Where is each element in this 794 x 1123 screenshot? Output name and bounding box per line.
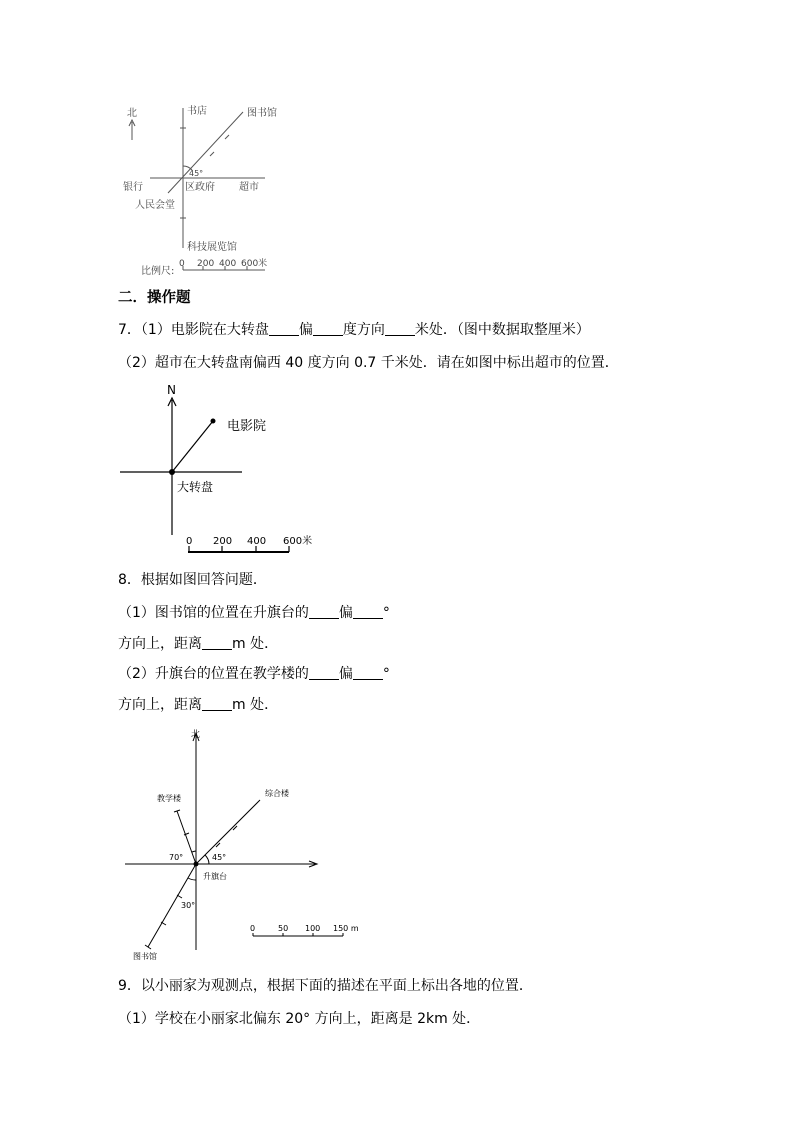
scale-tick-600: 600米 xyxy=(241,259,268,269)
scale-tick-0: 0 xyxy=(186,536,193,547)
q8-p2-text-c: ° xyxy=(382,666,390,682)
science-hall-label: 科技展览馆 xyxy=(187,242,237,253)
q7-text-a: 7．（1）电影院在大转盘 xyxy=(118,322,269,338)
q8-p1-text-d: 方向上，距离 xyxy=(118,636,202,652)
q8-p1-blank-1[interactable] xyxy=(309,604,339,619)
roundabout-label: 大转盘 xyxy=(177,480,214,494)
supermarket-label: 超市 xyxy=(239,182,259,193)
q8-p2-text-a: （2）升旗台的位置在教学楼的 xyxy=(118,666,309,682)
q8-intro: 8．根据如图回答问题． xyxy=(118,572,267,588)
angle-label: 45° xyxy=(189,169,204,178)
north-label: N xyxy=(167,383,176,397)
q7-text-c: 度方向 xyxy=(342,322,385,338)
q8-part-2 xyxy=(118,664,390,684)
q7-text-d: 米处．（图中数据取整厘米） xyxy=(414,322,590,338)
q7-text-b: 偏 xyxy=(298,322,313,338)
angle-30-label: 30° xyxy=(181,901,196,910)
scale-tick-150: 150 m xyxy=(333,924,359,933)
q7-blank-1[interactable] xyxy=(269,321,299,336)
library-label: 图书馆 xyxy=(247,108,277,119)
q7-blank-3[interactable] xyxy=(385,321,415,336)
q8-part-2-line-2 xyxy=(118,695,278,715)
bookstore-label: 书店 xyxy=(187,106,207,117)
district-gov-label: 区政府 xyxy=(185,182,215,193)
q7-blank-2[interactable] xyxy=(313,321,343,336)
scale-label: 比例尺: xyxy=(141,266,175,277)
q8-p1-text-e: m 处． xyxy=(232,636,279,652)
map-figure-3 xyxy=(115,725,375,965)
section-title: 二．操作题 xyxy=(118,290,191,306)
q9-intro: 9．以小丽家为观测点，根据下面的描述在平面上标出各地的位置． xyxy=(118,978,533,994)
angle-70-label: 70° xyxy=(169,853,184,862)
q8-part-1-line-2 xyxy=(118,634,278,654)
teaching-building-label: 教学楼 xyxy=(157,794,181,803)
q8-p1-text-c: ° xyxy=(382,605,390,621)
scale-tick-200: 200 xyxy=(197,259,215,269)
scale-tick-200: 200 xyxy=(213,536,233,547)
angle-45-label: 45° xyxy=(212,853,227,862)
map-figure-1 xyxy=(115,100,295,280)
q8-p2-text-d: 方向上，距离 xyxy=(118,697,202,713)
q8-p1-text-a: （1）图书馆的位置在升旗台的 xyxy=(118,605,309,621)
q8-p2-text-b: 偏 xyxy=(338,666,353,682)
q8-p1-blank-3[interactable] xyxy=(202,635,232,650)
library-label: 图书馆 xyxy=(133,952,157,961)
q8-p2-blank-1[interactable] xyxy=(309,665,339,680)
q7-line-1 xyxy=(118,320,590,340)
north-label: 北 xyxy=(191,730,201,740)
q8-p2-blank-3[interactable] xyxy=(202,696,232,711)
q8-part-1 xyxy=(118,603,390,623)
map-figure-2 xyxy=(115,380,335,560)
scale-tick-400: 400 xyxy=(219,259,237,269)
people-hall-label: 人民会堂 xyxy=(135,200,175,211)
scale-tick-0: 0 xyxy=(179,259,185,269)
scale-tick-100: 100 xyxy=(305,924,321,933)
q7-line-2: （2）超市在大转盘南偏西 40 度方向 0.7 千米处．请在如图中标出超市的位置． xyxy=(118,355,619,371)
scale-tick-0: 0 xyxy=(250,924,256,933)
q9-part-1: （1）学校在小丽家北偏东 20° 方向上，距离是 2km 处． xyxy=(118,1011,481,1027)
cinema-label: 电影院 xyxy=(227,419,267,434)
scale-tick-400: 400 xyxy=(247,536,267,547)
scale-tick-600: 600米 xyxy=(283,536,313,547)
bank-label: 银行 xyxy=(123,182,143,193)
flag-platform-label: 升旗台 xyxy=(203,872,227,881)
north-label: 北 xyxy=(127,108,137,119)
q8-p1-blank-2[interactable] xyxy=(353,604,383,619)
q8-p2-text-e: m 处． xyxy=(232,697,279,713)
scale-tick-50: 50 xyxy=(278,924,289,933)
q8-p2-blank-2[interactable] xyxy=(353,665,383,680)
q8-p1-text-b: 偏 xyxy=(338,605,353,621)
complex-building-label: 综合楼 xyxy=(265,789,289,798)
